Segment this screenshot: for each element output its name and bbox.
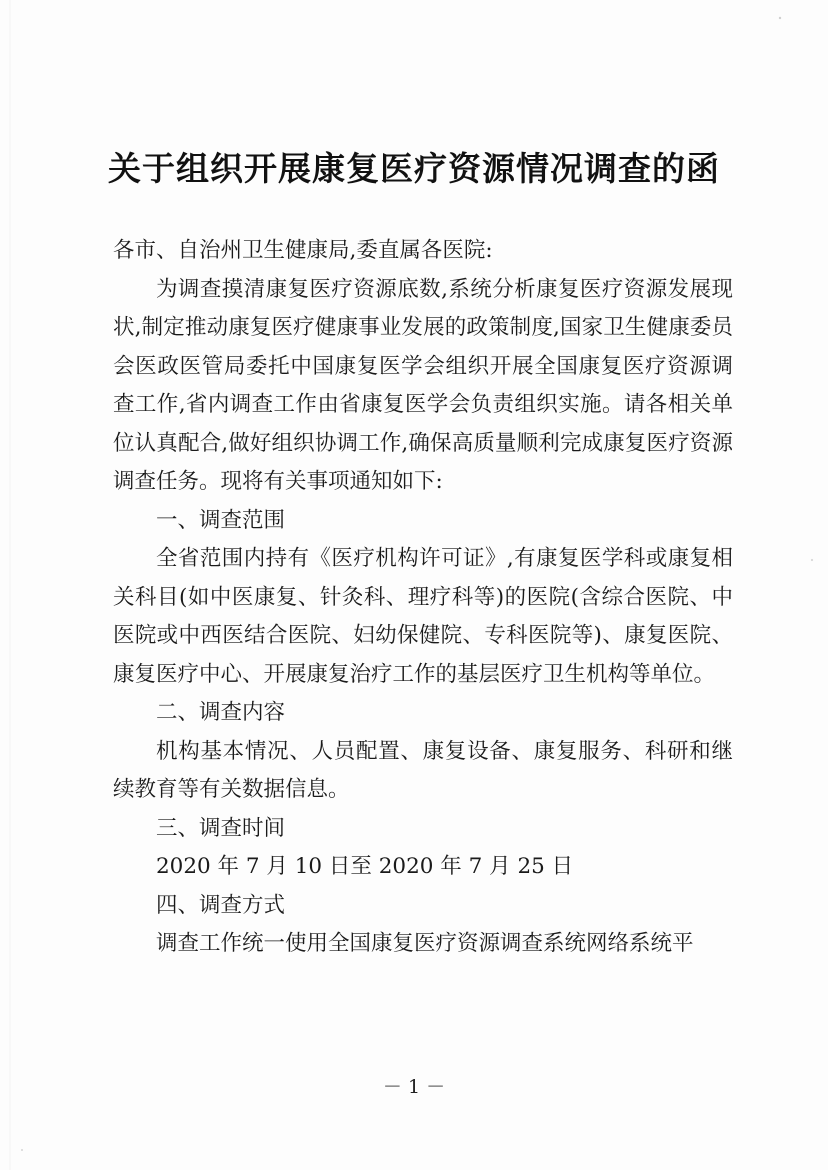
section-content-time: 2020 年 7 月 10 日至 2020 年 7 月 25 日	[156, 854, 574, 879]
salutation: 各市、自治州卫生健康局,委直属各医院:	[113, 238, 493, 263]
section-content-method: 调查工作统一使用全国康复医疗资源调查系统网络系统平	[156, 931, 694, 956]
document-body	[113, 232, 733, 964]
section-heading-content: 二、调查内容	[156, 700, 286, 725]
section-heading-scope: 一、调查范围	[156, 507, 286, 533]
section-content-content: 机构基本情况、人员配置、康复设备、康复服务、科研和继续教育等有关数据信息。	[113, 738, 733, 802]
page-number: － 1 －	[382, 1076, 446, 1098]
section-content-scope: 全省范围内持有《医疗机构许可证》,有康复医学科或康复相关科目(如中医康复、针灸科、理疗科等)的医院(含综合医院、中医院或中西医结合医院、妇幼保健院、专科医院等)、康复医院、康复医疗中心、开展康复治疗工作的基层医疗卫生机构等单位。	[113, 546, 733, 687]
document-title: 关于组织开展康复医疗资源情况调查的函	[108, 149, 720, 188]
section-heading-time: 三、调查时间	[156, 815, 286, 841]
section-heading-method: 四、调查方式	[156, 892, 286, 918]
intro-paragraph: 为调查摸清康复医疗资源底数,系统分析康复医疗资源发展现状,制定推动康复医疗健康事业发展的政策制度,国家卫生健康委员会医政医管局委托中国康复医学会组织开展全国康复医疗资源调查工作,省内调查工作由省康复医学会负责组织实施。请各相关单位认真配合,做好组织协调工作,确保高质量顺利完成康复医疗资源调查任务。现将有关事项通知如下:	[113, 276, 733, 494]
